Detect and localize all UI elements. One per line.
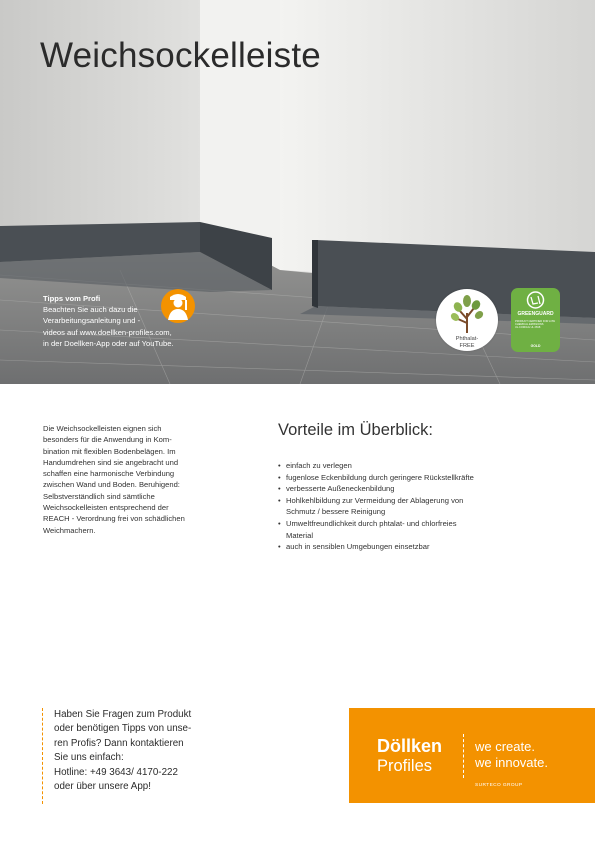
list-item xyxy=(278,460,578,472)
craftsman-icon xyxy=(161,289,195,323)
benefits-list xyxy=(278,460,578,553)
page-title: Weichsockelleiste xyxy=(40,36,321,75)
list-item-text: Umweltfreundlichkeit durch phtalat- und chlorfreies Material xyxy=(286,518,457,540)
list-item-text: verbesserte Außeneckenbildung xyxy=(286,484,395,494)
contact-box xyxy=(42,708,224,804)
group-label: SURTECO GROUP xyxy=(475,783,523,788)
bullet: • xyxy=(278,461,281,470)
tree-icon xyxy=(436,289,498,339)
greenguard-level: GOLD xyxy=(530,344,541,348)
phthalat-label-1: Phthalat- xyxy=(455,336,479,342)
contact-line: oder benötigen Tipps von unse- xyxy=(54,723,192,735)
bullet: • xyxy=(278,472,281,482)
contact-line: Sie uns einfach: xyxy=(54,752,124,764)
brand-name-doellken: Döllken xyxy=(377,736,443,756)
brand-logo-block xyxy=(349,708,595,803)
tips-line[interactable]: videos auf www.doellken-profiles.com, xyxy=(43,327,172,337)
bullet: • xyxy=(278,495,281,505)
intro-line: Handumdrehen sind sie angebracht und xyxy=(43,457,179,467)
intro-line: Weichsockelleisten entsprechend der xyxy=(43,503,169,513)
intro-line: Selbstverständlich sind sämtliche xyxy=(43,491,155,501)
craftsman-figure-icon xyxy=(161,289,195,323)
contact-line: oder über unsere App! xyxy=(54,781,151,793)
brand-divider xyxy=(463,734,464,778)
list-item-text: Hohlkehlbildung zur Vermeidung der Ablagerung von Schmutz / bessere Reinigung xyxy=(286,495,464,517)
intro-line: schaffen eine harmonische Verbindung xyxy=(43,469,175,479)
greenguard-desc: PRODUCT CERTIFIED FOR LOW CHEMICAL EMISSIONS UL.COM/GG UL 2818 xyxy=(515,320,555,330)
intro-line: zwischen Wand und Boden. Beruhigend: xyxy=(43,480,180,490)
intro-line: Weichmachern. xyxy=(43,525,96,535)
greenguard-gold-badge xyxy=(511,288,560,352)
intro-line: bination mit flexiblen Bodenbelägen. Im xyxy=(43,446,176,456)
tips-title: Tipps vom Profi xyxy=(43,294,101,303)
list-item xyxy=(278,495,578,518)
bullet: • xyxy=(278,542,281,552)
list-item-text: einfach zu verlegen xyxy=(286,461,352,470)
list-item xyxy=(278,541,578,553)
intro-line: besonders für die Anwendung in Kom- xyxy=(43,435,172,445)
tips-line: in der Doellken-App oder auf YouTube. xyxy=(43,338,174,348)
slogan-line-2: we innovate. xyxy=(475,755,548,770)
list-item xyxy=(278,483,578,495)
phthalat-label-2: FREE xyxy=(459,342,475,349)
list-item-text: fugenlose Eckenbildung durch geringere Rückstellkräfte xyxy=(286,472,474,482)
list-item-text: auch in sensiblen Umgebungen einsetzbar xyxy=(286,542,430,552)
bullet: • xyxy=(278,484,281,494)
phthalat-free-badge xyxy=(436,289,498,351)
ul-leaf-icon xyxy=(511,288,560,312)
greenguard-name: GREENGUARD xyxy=(517,311,554,317)
contact-line: Haben Sie Fragen zum Produkt xyxy=(54,709,192,720)
contact-line: ren Profis? Dann kontaktieren xyxy=(54,737,184,749)
brand-name-profiles: Profiles xyxy=(377,757,433,775)
intro-line: Die Weichsockelleisten eignen sich xyxy=(43,424,162,433)
tips-line: Beachten Sie auch dazu die xyxy=(43,305,138,315)
hotline[interactable]: Hotline: +49 3643/ 4170-222 xyxy=(54,766,178,778)
bullet: • xyxy=(278,518,281,528)
benefits-heading: Vorteile im Überblick: xyxy=(278,421,433,439)
tips-line: Verarbeitungsanleitung und - xyxy=(43,316,141,326)
list-item xyxy=(278,472,578,484)
list-item xyxy=(278,518,578,541)
intro-text xyxy=(43,423,223,536)
intro-line: REACH - Verordnung frei von schädlichen xyxy=(43,514,185,524)
slogan-line-1: we create. xyxy=(475,739,535,754)
